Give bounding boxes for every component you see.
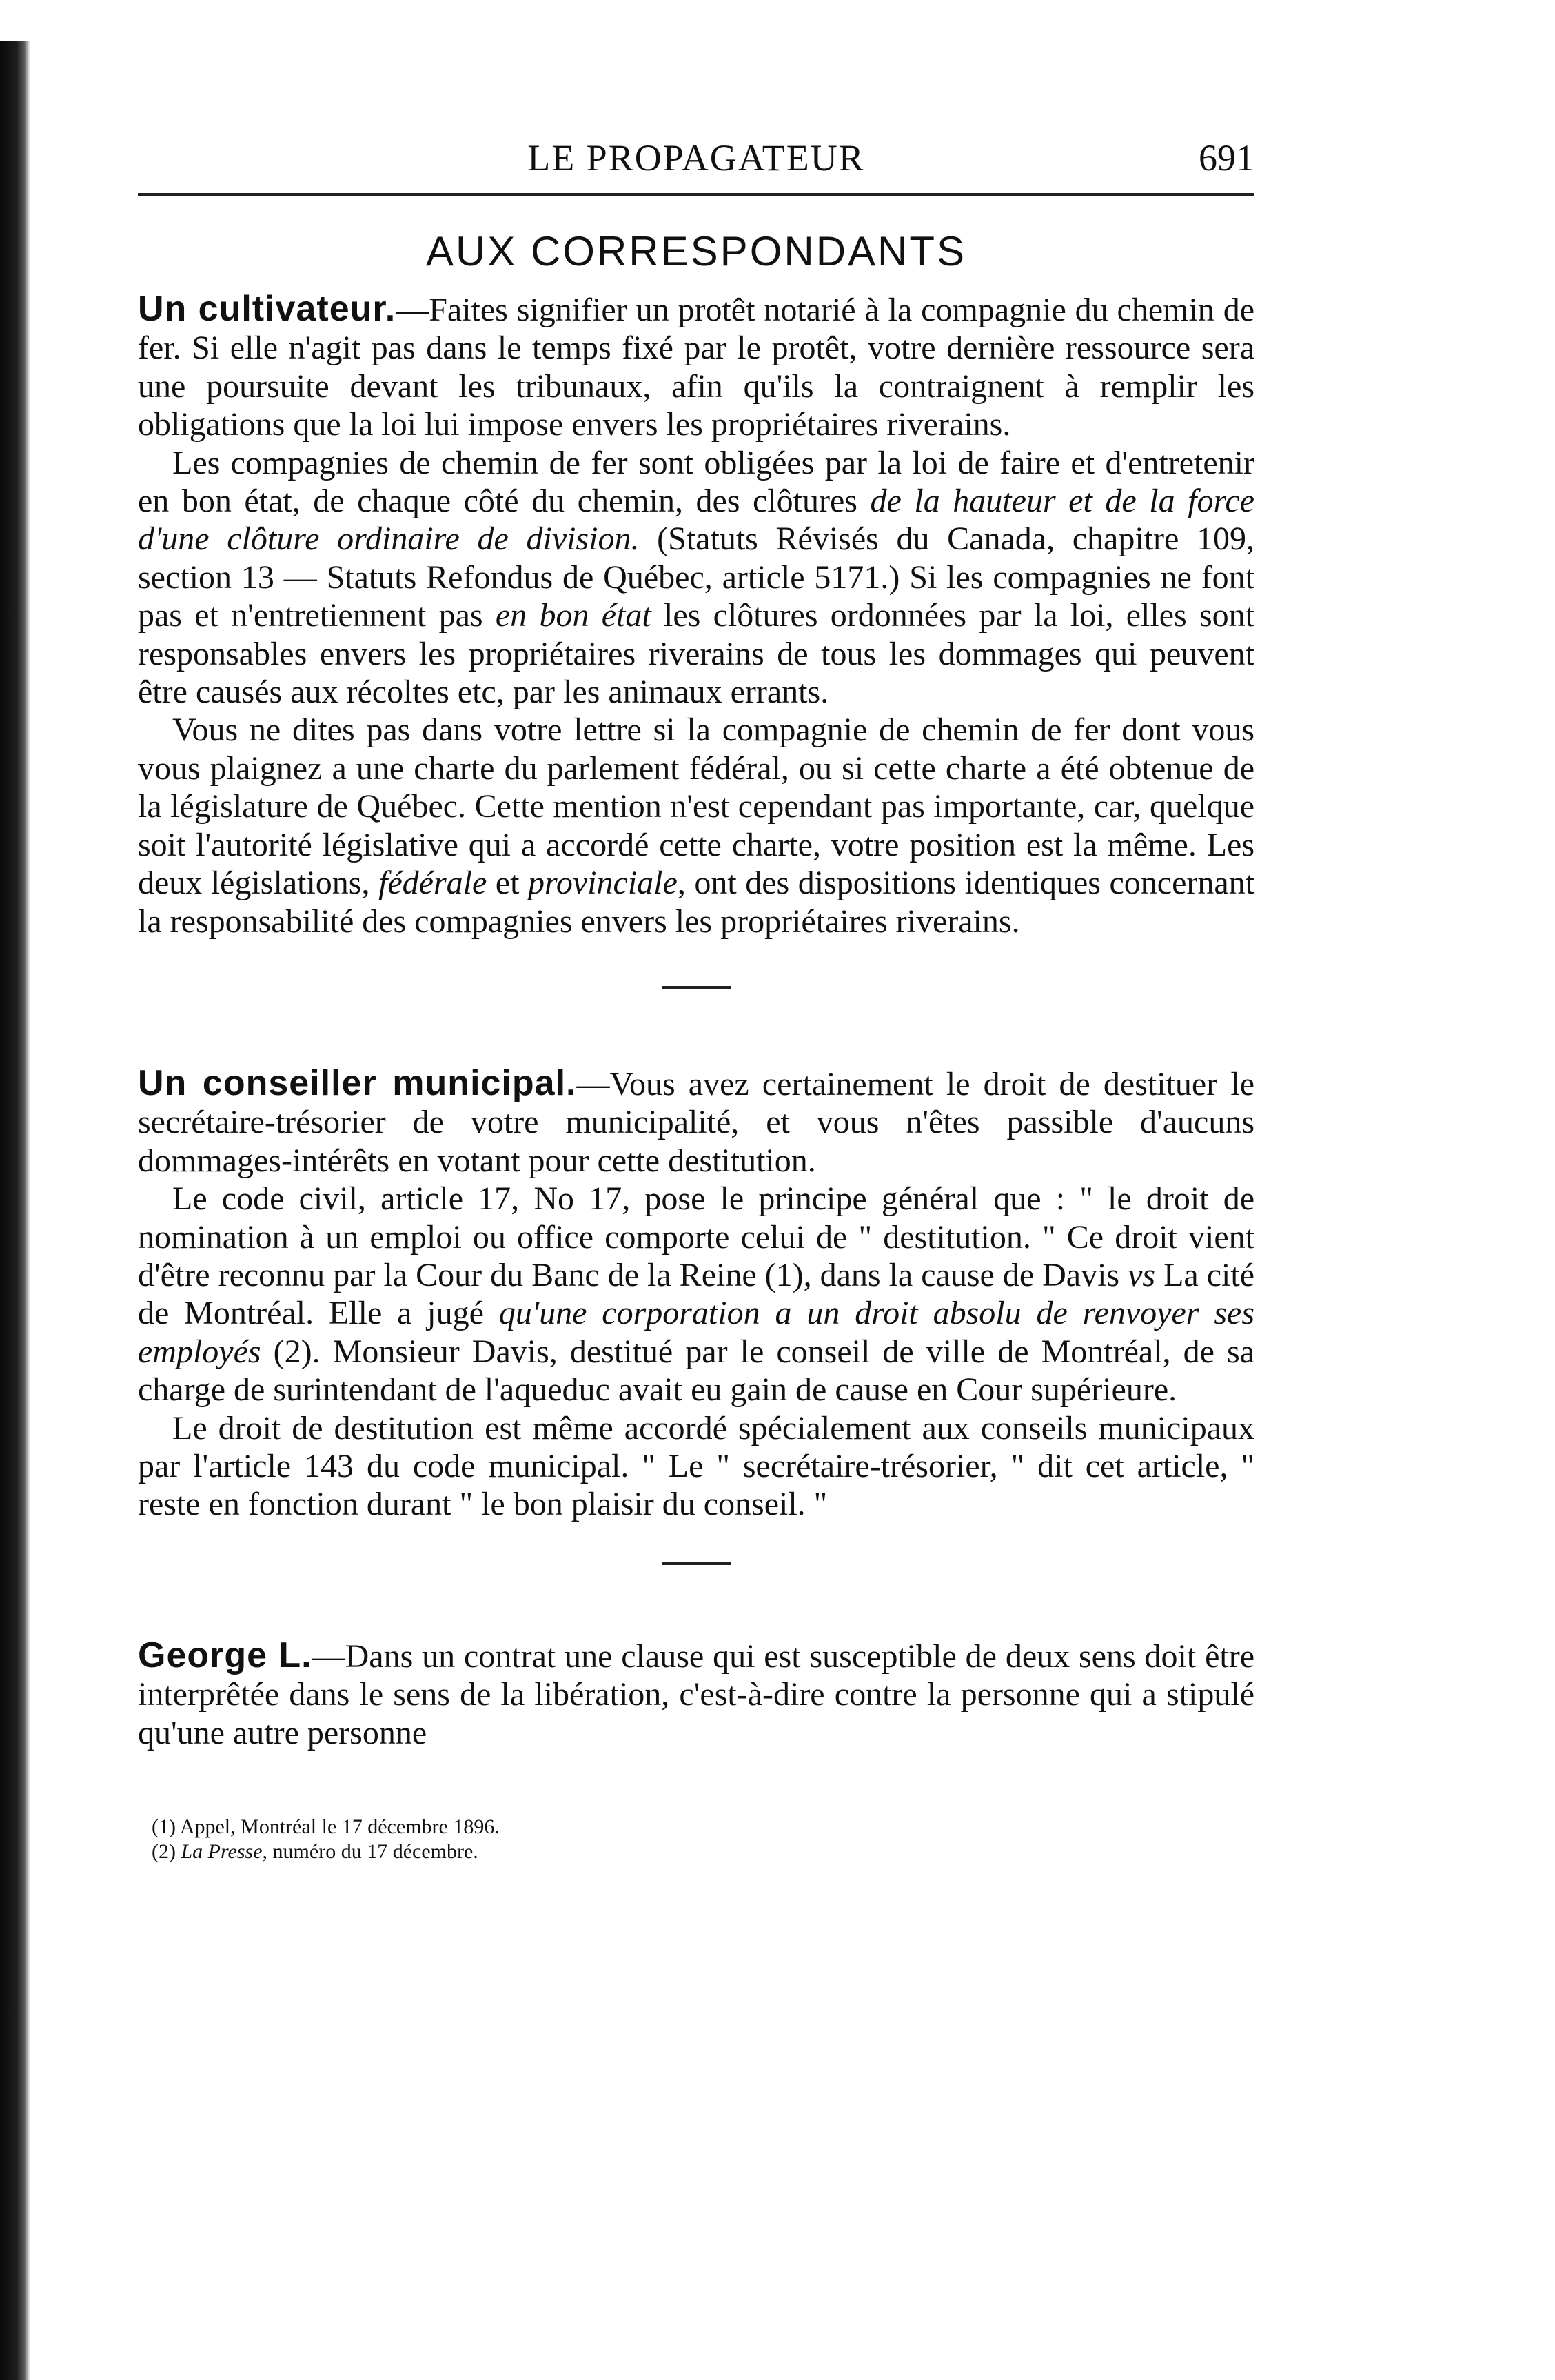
- paragraph: [138, 711, 1254, 940]
- paragraph: [138, 444, 1254, 712]
- italic-text: fédérale: [378, 865, 487, 902]
- footnotes: [138, 1815, 1254, 1864]
- paragraph: [138, 1180, 1254, 1409]
- paragraph: [138, 290, 1254, 444]
- page-header: [138, 117, 1254, 196]
- section-title: AUX CORRESPONDANTS: [425, 228, 967, 274]
- paragraph: [138, 1062, 1254, 1180]
- entry-george-l: [138, 1637, 1254, 1752]
- binding-edge: [0, 41, 30, 2380]
- paragraph-text: (Statuts Révisés du Canada, chapitre 109, section 13 — Statuts Refondus de Québec, article 5171.) Si les compagnies ne font pas et n'entretiennent pas: [138, 521, 1254, 634]
- footnote-text: (2): [152, 1840, 181, 1863]
- paragraph-text: et: [487, 865, 528, 902]
- italic-text: La Presse: [181, 1840, 263, 1863]
- paragraph-text: La cité de Montréal. Elle a jugé: [138, 1256, 1254, 1332]
- paragraph-text: —Faites signifier un protêt notarié à la compagnie du chemin de fer. Si elle n'agit pas dans le temps fixé par le protêt, votre dernière ressource sera une poursuite devant les tribunaux, afin qu'ils la contraignent à remplir les obligations que la loi lui impose envers les propriétaires riverains.: [138, 292, 1254, 443]
- entry-un-conseiller-municipal: [138, 1062, 1254, 1524]
- addressee: Un conseiller municipal.: [138, 1062, 577, 1103]
- running-title: LE PROPAGATEUR: [527, 137, 865, 179]
- footnote-1: (1) Appel, Montréal le 17 décembre 1896.: [152, 1815, 500, 1838]
- paragraph-text: Vous ne dites pas dans votre lettre si la compagnie de chemin de fer dont vous vous plaignez a une charte du parlement fédéral, ou si cette charte a été obtenue de la législature de Québec. Cette mention n'est cependant pas importante, car, quelque soit l'autorité législative qui a accordé cette charte, votre position est la même. Les deux législations,: [138, 712, 1254, 902]
- paragraph-text: les clôtures ordonnées par la loi, elles sont responsables envers les propriétaires riverains de tous les dommages qui peuvent être causés aux récoltes etc, par les animaux errants.: [138, 597, 1254, 711]
- section-divider: [662, 1562, 731, 1565]
- paragraph: [138, 1409, 1254, 1524]
- footnote-text: , numéro du 17 décembre.: [262, 1840, 478, 1863]
- paragraph-text: (2). Monsieur Davis, destitué par le conseil de ville de Montréal, de sa charge de surintendant de l'aqueduc avait eu gain de cause en Cour supérieure.: [138, 1333, 1254, 1409]
- addressee: George L.: [138, 1635, 312, 1675]
- paragraph-text: , ont des dispositions identiques concernant la responsabilité des compagnies envers les propriétaires riverains.: [138, 865, 1254, 940]
- page-number: 691: [1199, 137, 1254, 179]
- italic-text: qu'une corporation a un droit absolu de renvoyer ses employés: [138, 1295, 1254, 1370]
- addressee: Un cultivateur.: [138, 289, 396, 329]
- paragraph-text: Le code civil, article 17, No 17, pose le principe général que : " le droit de nomination à un emploi ou office comporte celui de " destitution. " Ce droit vient d'être reconnu par la Cour du Banc de la Reine (1), dans la cause de Davis: [138, 1180, 1254, 1293]
- paragraph: [138, 1637, 1254, 1752]
- footnote-2: [152, 1840, 1254, 1864]
- section-divider: [662, 986, 731, 989]
- paragraph-text: —Dans un contrat une clause qui est susceptible de deux sens doit être interprêtée dans le sens de la libération, c'est-à-dire contre la personne qui a stipulé qu'une autre personne: [138, 1637, 1254, 1751]
- paragraph-text: Les compagnies de chemin de fer sont obligées par la loi de faire et d'entretenir en bon état, de chaque côté du chemin, des clôtures: [138, 444, 1254, 520]
- italic-text: en bon état: [495, 597, 651, 634]
- italic-text: provinciale: [527, 865, 678, 902]
- italic-text: de la hauteur et de la force d'une clôture ordinaire de division.: [138, 483, 1254, 558]
- entry-un-cultivateur: [138, 290, 1254, 940]
- paragraph-text: —Vous avez certainement le droit de destituer le secrétaire-trésorier de votre municipalité, et vous n'êtes passible d'aucuns dommages-intérêts en votant pour cette destitution.: [138, 1065, 1254, 1179]
- page: [138, 117, 1254, 1865]
- italic-text: vs: [1128, 1256, 1156, 1293]
- paragraph-text: Le droit de destitution est même accordé spécialement aux conseils municipaux par l'article 143 du code municipal. " Le " secrétaire-trésorier, " dit cet article, " reste en fonction durant " le bon plaisir du conseil. ": [138, 1409, 1254, 1523]
